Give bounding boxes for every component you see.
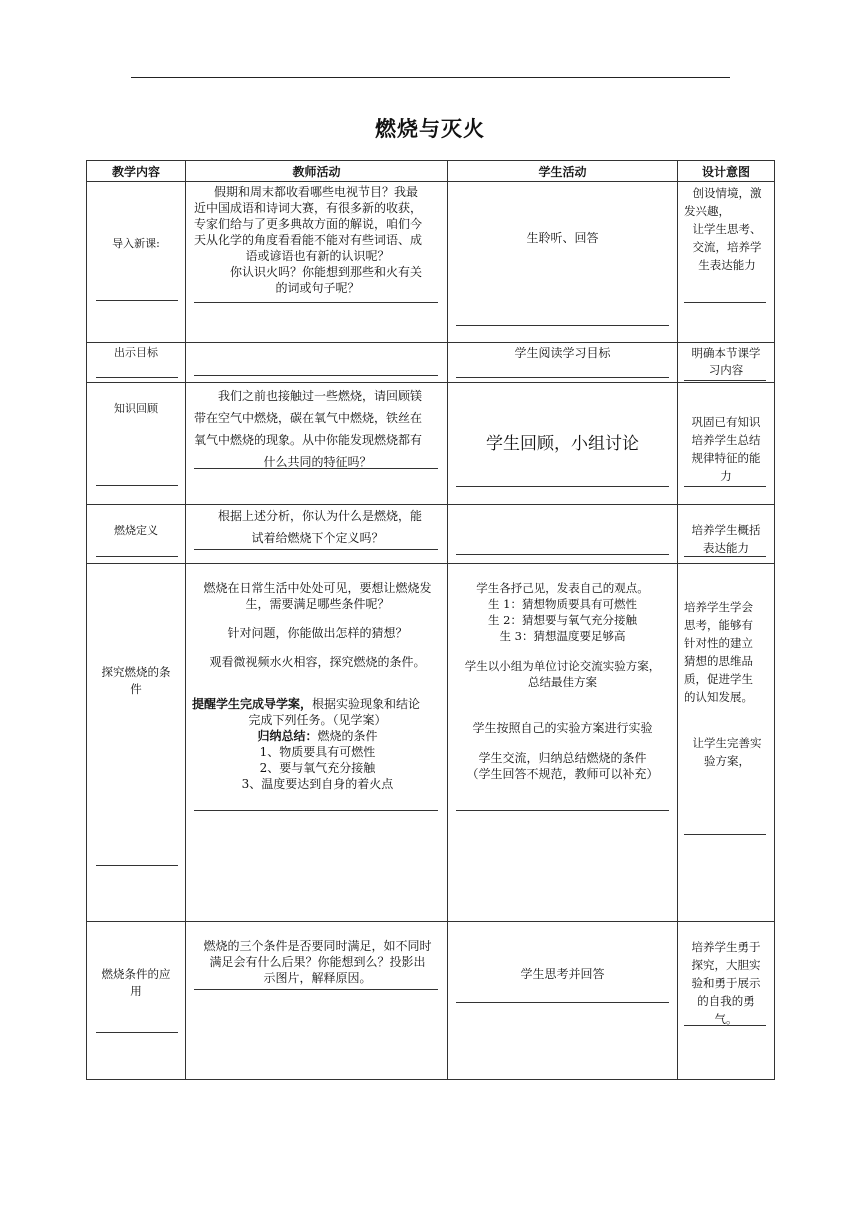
- cell-teacher: [186, 343, 448, 383]
- underline: [96, 1032, 178, 1033]
- cell-teacher: [186, 922, 448, 1080]
- text-line: 生 3：猜想温度要足够高: [499, 629, 626, 643]
- underline: [684, 302, 766, 303]
- remind-text: 根据实验现象和结论: [312, 697, 421, 711]
- underline: [194, 375, 438, 376]
- underline: [684, 380, 766, 381]
- teacher-text: [194, 505, 441, 549]
- text-line: 的词或句子呢？: [275, 281, 360, 295]
- row-topic: 知识回顾: [114, 402, 158, 415]
- text-line: 培养学生概括: [691, 523, 761, 537]
- cell-content: [87, 182, 186, 343]
- text-line: 件: [130, 682, 142, 696]
- underline: [194, 989, 438, 990]
- text-line: 观看微视频水火相容，探究燃烧的条件。: [209, 655, 426, 669]
- table-row: [87, 182, 775, 343]
- intent-text: [684, 184, 770, 274]
- text-line: 总结最佳方案: [528, 675, 597, 689]
- cell-teacher: [186, 182, 448, 343]
- student-text: 学生阅读学习目标: [514, 346, 611, 360]
- cell-teacher: [186, 383, 448, 505]
- lesson-plan-table: [86, 160, 775, 1080]
- underline: [684, 834, 766, 835]
- cell-student: [448, 383, 678, 505]
- underline: [194, 468, 438, 469]
- intent-text: [678, 521, 774, 557]
- cell-content: [87, 564, 186, 922]
- text-line: 验和勇于展示: [691, 976, 761, 990]
- header-teacher: 教师活动: [186, 161, 448, 182]
- text-line: 近中国成语和诗词大赛，有很多新的收获，: [194, 201, 423, 215]
- cell-intent: [678, 182, 775, 343]
- underline: [456, 377, 669, 378]
- header-rule: [131, 77, 730, 78]
- text-line: 生 1：猜想物质要具有可燃性: [488, 597, 637, 611]
- intent-text: [678, 345, 774, 379]
- text-line: 探究，大胆实: [691, 958, 761, 972]
- underline: [194, 302, 438, 303]
- teacher-text: [192, 938, 443, 986]
- text-line: 根据上述分析，你认为什么是燃烧，能: [218, 509, 423, 523]
- cell-intent: [678, 383, 775, 505]
- underline: [456, 810, 669, 811]
- text-line: 培养学生勇于: [691, 940, 761, 954]
- underline: [456, 1002, 669, 1003]
- student-text: 生聆听、回答: [526, 231, 599, 245]
- cell-student: [448, 922, 678, 1080]
- underline: [456, 325, 669, 326]
- condition-item: 3、温度要达到自身的着火点: [241, 777, 394, 791]
- text-line: 表达能力: [703, 541, 749, 555]
- remind-label: 提醒学生完成导学案，: [192, 697, 313, 711]
- text-line: 创设情境，激: [692, 186, 762, 200]
- row-topic: [87, 966, 185, 1000]
- underline: [96, 300, 178, 301]
- table-row: [87, 343, 775, 383]
- text-line: 让学生完善实: [692, 736, 762, 750]
- cell-intent: [678, 922, 775, 1080]
- text-line: 探究燃烧的条: [101, 665, 171, 679]
- text-line: 明确本节课学: [691, 346, 761, 360]
- text-line: 生，需要满足哪些条件呢？: [245, 597, 390, 611]
- underline: [194, 549, 438, 550]
- cell-content: [87, 505, 186, 564]
- teacher-text: [194, 184, 441, 296]
- intent-text: [678, 413, 774, 485]
- text-line: 带在空气中燃烧，碳在氧气中燃烧，铁丝在: [194, 411, 423, 425]
- text-line: 试着给燃烧下个定义吗？: [251, 531, 384, 545]
- underline: [684, 1025, 766, 1026]
- summary-text: 燃烧的条件: [317, 729, 378, 743]
- text-line: 燃烧在日常生活中处处可见，要想让燃烧发: [203, 581, 432, 595]
- text-line: 满足会有什么后果？你能想到么？投影出: [209, 955, 426, 969]
- text-line: 质，促进学生: [684, 672, 753, 686]
- teacher-text: [192, 580, 443, 792]
- text-line: 氧气中燃烧的现象。从中你能发现燃烧都有: [194, 433, 423, 447]
- text-line: 用: [130, 984, 142, 998]
- cell-student: [448, 505, 678, 564]
- text-line: 规律特征的能: [691, 451, 761, 465]
- cell-content: [87, 922, 186, 1080]
- text-line: 学生交流，归纳总结燃烧的条件: [478, 751, 647, 765]
- underline: [96, 556, 178, 557]
- text-line: 生表达能力: [698, 258, 756, 272]
- text-line: 学生各抒己见，发表自己的观点。: [476, 581, 649, 595]
- text-line: 燃烧条件的应: [101, 967, 171, 981]
- teacher-text: [194, 385, 441, 473]
- summary-label: 归纳总结：: [257, 729, 318, 743]
- cell-intent: [678, 343, 775, 383]
- text-line: 猜想的思维品: [684, 654, 753, 668]
- student-text: 学生回顾，小组讨论: [486, 434, 639, 454]
- text-line: 巩固已有知识: [691, 415, 761, 429]
- intent-text: [684, 598, 770, 770]
- underline: [194, 810, 438, 811]
- row-topic: 燃烧定义: [114, 524, 158, 537]
- cell-student: [448, 182, 678, 343]
- table-row: [87, 383, 775, 505]
- underline: [96, 485, 178, 486]
- text-line: 的自我的勇: [697, 994, 755, 1008]
- underline: [456, 554, 669, 555]
- text-line: 什么共同的特征吗？: [263, 455, 372, 469]
- cell-teacher: [186, 505, 448, 564]
- text-line: 专家们给与了更多典故方面的解说，咱们今: [194, 217, 423, 231]
- text-line: 假期和周末都收看哪些电视节目？我最: [214, 185, 419, 199]
- text-line: 你认识火吗？你能想到那些和火有关: [230, 265, 423, 279]
- cell-content: [87, 343, 186, 383]
- header-content: 教学内容: [87, 161, 186, 182]
- page-title: 燃烧与灭火: [375, 117, 485, 141]
- text-line: 的认知发展。: [684, 690, 753, 704]
- condition-item: 1、物质要具有可燃性: [259, 745, 376, 759]
- row-topic: [87, 664, 185, 698]
- text-line: 让学生思考、: [692, 222, 762, 236]
- intent-text: [678, 938, 774, 1028]
- text-line: 示图片，解释原因。: [263, 971, 372, 985]
- text-line: 习内容: [708, 363, 744, 377]
- text-line: 发兴趣，: [684, 204, 730, 218]
- text-line: 力: [720, 469, 732, 483]
- text-line: 培养学生总结: [691, 433, 761, 447]
- underline: [684, 486, 766, 487]
- underline: [96, 377, 178, 378]
- text-line: （学生回答不规范，教师可以补充）: [466, 767, 659, 781]
- student-text: [450, 580, 675, 782]
- text-line: 我们之前也接触过一些燃烧，请回顾镁: [218, 389, 423, 403]
- table-row: [87, 564, 775, 922]
- table-row: [87, 922, 775, 1080]
- text-line: 天从化学的角度看看能不能对有些词语、成: [194, 233, 423, 247]
- underline: [96, 865, 178, 866]
- text-line: 验方案，: [704, 754, 750, 768]
- text-line: 针对性的建立: [684, 636, 753, 650]
- condition-item: 2、要与氧气充分接触: [259, 761, 376, 775]
- cell-teacher: [186, 564, 448, 922]
- text-line: 完成下列任务。（见学案）: [248, 713, 387, 727]
- row-topic: 导入新课:: [112, 237, 160, 250]
- cell-intent: [678, 505, 775, 564]
- cell-content: [87, 383, 186, 505]
- underline: [684, 556, 766, 557]
- text-line: 语或谚语也有新的认识呢？: [245, 249, 390, 263]
- text-line: 交流，培养学: [692, 240, 762, 254]
- student-text: 学生思考并回答: [520, 967, 605, 981]
- cell-intent: [678, 564, 775, 922]
- table-header-row: [87, 161, 775, 182]
- cell-student: [448, 343, 678, 383]
- text-line: 学生以小组为单位讨论交流实验方案，: [464, 659, 661, 673]
- text-line: 生 2：猜想要与氧气充分接触: [488, 613, 637, 627]
- text-line: 培养学生学会: [684, 600, 753, 614]
- text-line: 针对问题，你能做出怎样的猜想？: [227, 626, 408, 640]
- text-line: 学生按照自己的实验方案进行实验: [472, 721, 653, 735]
- text-line: 气。: [714, 1012, 738, 1026]
- cell-student: [448, 564, 678, 922]
- header-intent: 设计意图: [678, 161, 775, 182]
- table-row: [87, 505, 775, 564]
- underline: [456, 486, 669, 487]
- text-line: 燃烧的三个条件是否要同时满足，如不同时: [203, 939, 432, 953]
- text-line: 思考，能够有: [684, 618, 753, 632]
- header-student: 学生活动: [448, 161, 678, 182]
- row-topic: 出示目标: [114, 346, 158, 359]
